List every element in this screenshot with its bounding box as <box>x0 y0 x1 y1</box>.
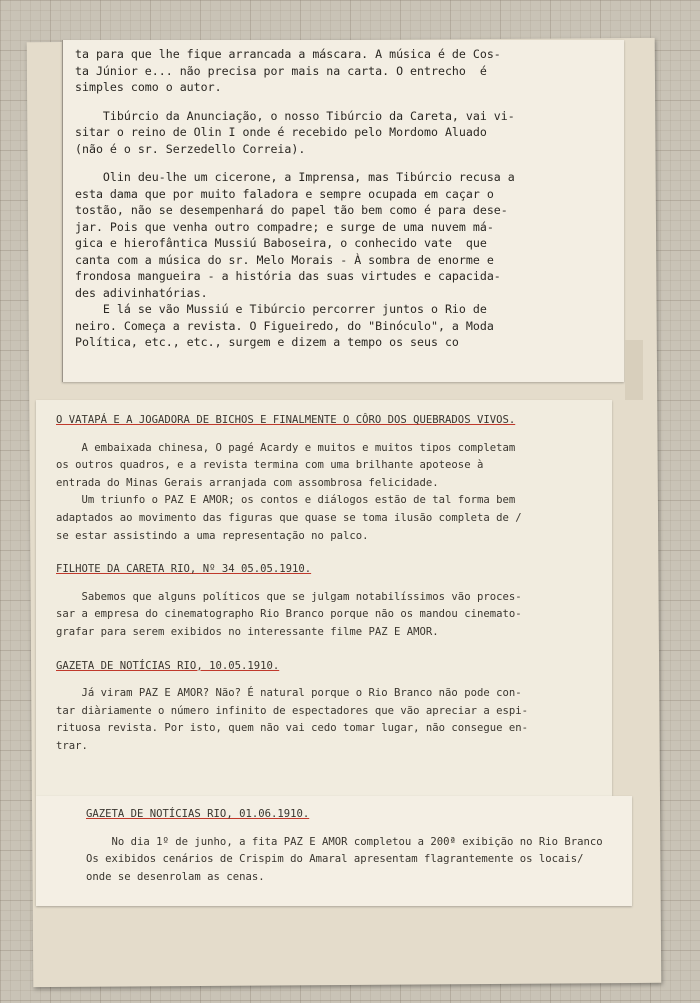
body-paragraph <box>56 589 602 642</box>
section-heading: GAZETA DE NOTÍCIAS RIO, 01.06.1910. <box>86 808 310 820</box>
text-line: des adivinhatórias. <box>75 285 208 300</box>
text-line: Um triunfo o PAZ E AMOR; os contos e diálogos estão de tal forma bem <box>56 494 516 507</box>
body-paragraph <box>56 685 602 755</box>
text-line: frondosa mangueira - a história das suas virtudes e capacida- <box>75 269 501 283</box>
text-line: jar. Pois que venha outro compadre; e surge de uma nuvem má- <box>75 219 494 234</box>
newspaper-clipping-1 <box>62 40 624 382</box>
text-line: onde se desenrolam as cenas. <box>86 870 265 883</box>
text-line: gica e hierofântica Mussiú Baboseira, o conhecido vate que <box>75 236 487 250</box>
section-heading: FILHOTE DA CARETA RIO, Nº 34 05.05.1910. <box>56 563 312 576</box>
text-line: Já viram PAZ E AMOR? Não? É natural porque o Rio Branco não pode con- <box>56 687 522 700</box>
text-line: rituosa revista. Por isto, quem não vai cedo tomar lugar, não consegue en- <box>56 722 528 735</box>
typed-sheet-2 <box>36 400 612 796</box>
text-line: adaptados ao movimento das figuras que quase se toma ilusão completa de / <box>56 511 522 524</box>
text-line: Política, etc., etc., surgem e dizem a tempo os seus co <box>75 335 459 349</box>
body-paragraph <box>56 440 602 546</box>
text-line: sar a empresa do cinematographo Rio Branco porque não os mandou cinemato- <box>56 608 522 621</box>
text-line: entrada do Minas Gerais arranjada com assombrosa felicidade. <box>56 476 439 489</box>
text-line: ta Júnior e... não precisa por mais na carta. O entrecho é <box>75 63 487 78</box>
text-line: canta com a música do sr. Melo Morais - À sombra de enorme e <box>75 252 494 267</box>
section-heading: GAZETA DE NOTÍCIAS RIO, 10.05.1910. <box>56 659 280 672</box>
text-line: Sabemos que alguns políticos que se julgam notabilíssimos vão proces- <box>56 590 522 603</box>
paper-edge <box>625 340 643 400</box>
text-line: esta dama que por muito faladora e sempre ocupada em caçar o <box>75 186 494 201</box>
text-line: A embaixada chinesa, O pagé Acardy e muitos e muitos tipos completam <box>56 441 516 454</box>
clip1-paragraph-2 <box>75 108 614 158</box>
text-line: (não é o sr. Serzedello Correia). <box>75 141 306 156</box>
text-line: grafar para serem exibidos no interessante filme PAZ E AMOR. <box>56 625 439 638</box>
clip1-paragraph-3 <box>75 169 614 301</box>
text-line: neiro. Começa a revista. O Figueiredo, do "Binóculo", a Moda <box>75 318 494 333</box>
text-line: Olin deu-lhe um cicerone, a Imprensa, mas Tibúrcio recusa a <box>75 170 515 184</box>
clip1-paragraph-4 <box>75 301 614 351</box>
body-paragraph <box>86 834 622 887</box>
text-line: trar. <box>56 739 88 752</box>
text-line: Os exibidos cenários de Crispim do Amaral apresentam flagrantemente os locais/ <box>86 853 584 866</box>
text-line: tar diàriamente o número infinito de espectadores que vão apreciar a espi- <box>56 704 528 717</box>
text-line: E lá se vão Mussiú e Tibúrcio percorrer juntos o Rio de <box>75 302 487 316</box>
text-line: os outros quadros, e a revista termina com uma brilhante apoteose à <box>56 459 484 472</box>
text-line: simples como o autor. <box>75 80 222 94</box>
typed-sheet-3 <box>36 796 632 906</box>
section-heading: O VATAPÁ E A JOGADORA DE BICHOS E FINALMENTE O CÔRO DOS QUEBRADOS VIVOS. <box>56 414 516 426</box>
text-line: ta para que lhe fique arrancada a máscara. A música é de Cos- <box>75 47 501 61</box>
text-line: tostão, não se desempenhará do papel tão bem como é para dese- <box>75 203 508 217</box>
clip1-intro <box>75 46 614 96</box>
text-line: Tibúrcio da Anunciação, o nosso Tibúrcio da Careta, vai vi- <box>75 108 515 123</box>
text-line: No dia 1º de junho, a fita PAZ E AMOR completou a 200ª exibição no Rio Branco <box>86 835 603 848</box>
text-line: se estar assistindo a uma representação no palco. <box>56 529 369 542</box>
text-line: sitar o reino de Olin I onde é recebido pelo Mordomo Aluado <box>75 125 487 139</box>
